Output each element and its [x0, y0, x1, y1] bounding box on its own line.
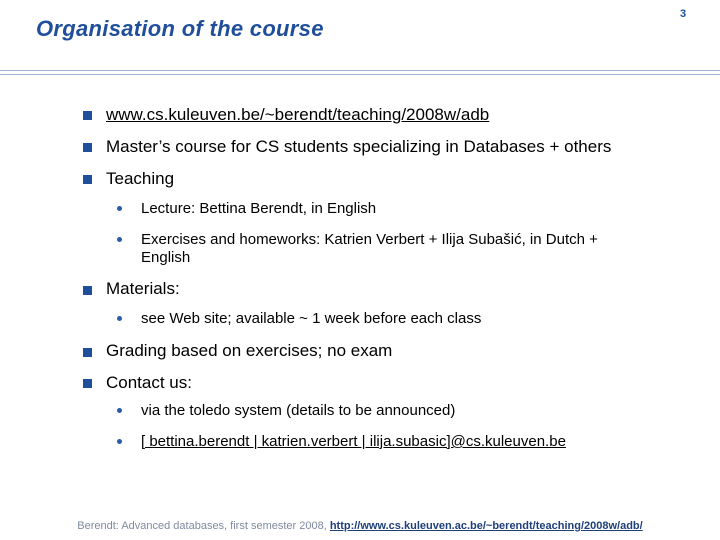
round-bullet-icon — [117, 408, 122, 413]
square-bullet-icon — [83, 348, 92, 357]
masters-course-text: Master’s course for CS students specializing in Databases + others — [106, 137, 612, 156]
lecture-text: Lecture: Bettina Berendt, in English — [141, 200, 377, 217]
round-bullet-icon — [117, 439, 122, 444]
exercises-text-line1: Exercises and homeworks: Katrien Verbert + Ilija Subašić, in Dutch + — [141, 231, 598, 248]
square-bullet-icon — [83, 175, 92, 184]
materials-text: see Web site; available ~ 1 week before each class — [141, 310, 482, 327]
materials-heading: Materials: — [106, 279, 180, 298]
square-bullet-icon — [83, 143, 92, 152]
round-bullet-icon — [117, 206, 122, 211]
footer — [0, 520, 720, 532]
page-number: 3 — [680, 8, 687, 20]
toledo-text: via the toledo system (details to be announced) — [141, 402, 456, 419]
round-bullet-icon — [117, 237, 122, 242]
square-bullet-icon — [83, 379, 92, 388]
contact-email-link[interactable]: [ bettina.berendt | katrien.verbert | ilija.subasic]@cs.kuleuven.be — [141, 433, 566, 450]
footer-text: Berendt: Advanced databases, first semester 2008, — [77, 520, 330, 532]
footer-url-link[interactable]: http://www.cs.kuleuven.ac.be/~berendt/teaching/2008w/adb/ — [329, 520, 643, 532]
exercises-text-line2: English — [141, 249, 191, 266]
contact-heading: Contact us: — [106, 373, 192, 392]
square-bullet-icon — [83, 286, 92, 295]
slide-title: Organisation of the course — [36, 16, 324, 41]
teaching-heading: Teaching — [106, 169, 175, 188]
round-bullet-icon — [117, 316, 122, 321]
grading-text: Grading based on exercises; no exam — [106, 341, 393, 360]
course-url-link[interactable]: www.cs.kuleuven.be/~berendt/teaching/2008w/adb — [106, 105, 490, 124]
square-bullet-icon — [83, 111, 92, 120]
